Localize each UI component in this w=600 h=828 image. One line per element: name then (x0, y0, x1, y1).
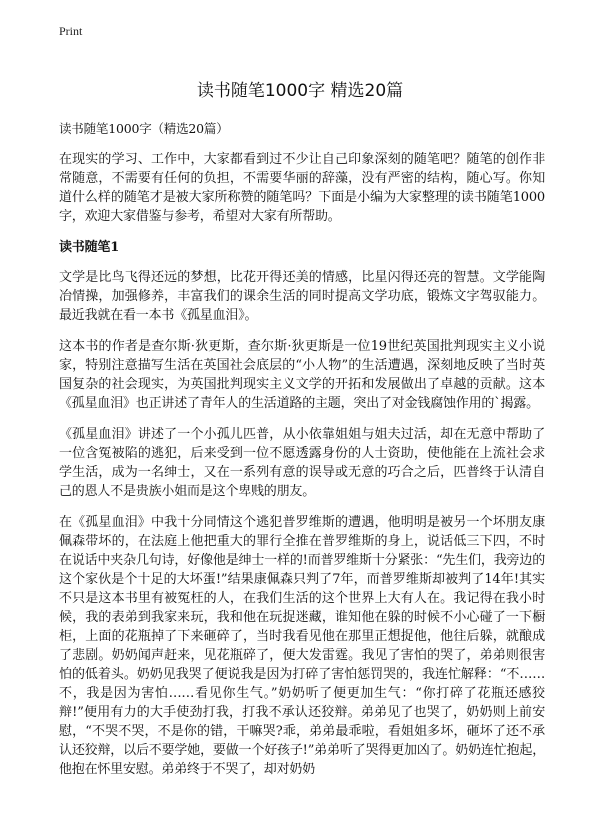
section-heading: 读书随笔1 (59, 240, 120, 255)
intro-paragraph: 在现实的学习、工作中，大家都看到过不少让自己印象深刻的随笔吧？随笔的创作非常随意，不需要有任何的负担，不需要华丽的辞藻，没有严密的结构，随心写。你知道什么样的随笔才是被大家所称赞的随笔吗？下面是小编为大家整理的读书随笔1000字，欢迎大家借鉴与参考，希望对大家有所帮助。 (59, 152, 545, 224)
page-title: 读书随笔1000字 精选20篇 (196, 81, 404, 101)
paragraph-3: 《孤星血泪》讲述了一个小孤儿匹普，从小依靠姐姐与姐夫过活，却在无意中帮助了一位含冤被陷的逃犯，后来受到一位不愿透露身份的人士资助，使他能在上流社会求学生活，成为一名绅士，又在一系列有意的误导或无意的巧合之后，匹普终于认清自己的恩人不是贵族小姐而是这个卑贱的朋友。 (59, 427, 545, 499)
article-subtitle: 读书随笔1000字（精选20篇） (59, 121, 229, 136)
paragraph-2: 这本书的作者是查尔斯·狄更斯，查尔斯·狄更斯是一位19世纪英国批判现实主义小说家，特别注意描写生活在英国社会底层的“小人物”的生活遭遇，深刻地反映了当时英国复杂的社会现实，为英国批判现实主义文学的开拓和发展做出了卓越的贡献。这本《孤星血泪》也正讲述了青年人的生活道路的主题，突出了对金钱腐蚀作用的`揭露。 (59, 339, 545, 411)
article-body (59, 120, 545, 791)
paragraph-1: 文学是比鸟飞得还远的梦想，比花开得还美的情感，比星闪得还亮的智慧。文学能陶冶情操，加强修养，丰富我们的课余生活的同时提高文学功底，锻炼文字驾驭能力。最近我就在看一本书《孤星血泪》。 (59, 270, 545, 323)
paragraph-4: 在《孤星血泪》中我十分同情这个逃犯普罗维斯的遭遇，他明明是被另一个坏朋友康佩森带坏的，在法庭上他把重大的罪行全推在普罗维斯的身上，说话低三下四，不时在说话中夹杂几句诗，好像他是绅士一样的!而普罗维斯十分紧张：“先生们，我旁边的这个家伙是个十足的大坏蛋!”结果康佩森只判了7年，而普罗维斯却被判了14年!其实不只是这本书里有被冤枉的人，在我们生活的这个世界上大有人在。我记得在我小时候，我的表弟到我家来玩，我和他在玩捉迷藏，谁知他在躲的时候不小心碰了一下橱柜，上面的花瓶掉了下来砸碎了，当时我看见他在那里正想捉他，他往后躲，就酿成了悲剧。奶奶闻声赶来，见花瓶碎了，便大发雷霆。我见了害怕的哭了，弟弟则很害怕的低着头。奶奶见我哭了便说我是因为打碎了害怕惩罚哭的，我连忙解释：“不……不，我是因为害怕……看见你生气。”奶奶听了便更加生气：“你打碎了花瓶还感狡辩!”便用有力的大手使劲打我，打我不承认还狡辩。弟弟见了也哭了，奶奶则上前安慰，“不哭不哭，不是你的错，干嘛哭?乖，弟弟最乖啦，看姐姐多坏，砸坏了还不承认还狡辩，以后不要学她，要做一个好孩子!”弟弟听了哭得更加凶了。奶奶连忙抱起，他抱在怀里安慰。弟弟终于不哭了，却对奶奶 (59, 515, 545, 777)
print-link[interactable]: Print (59, 24, 83, 38)
